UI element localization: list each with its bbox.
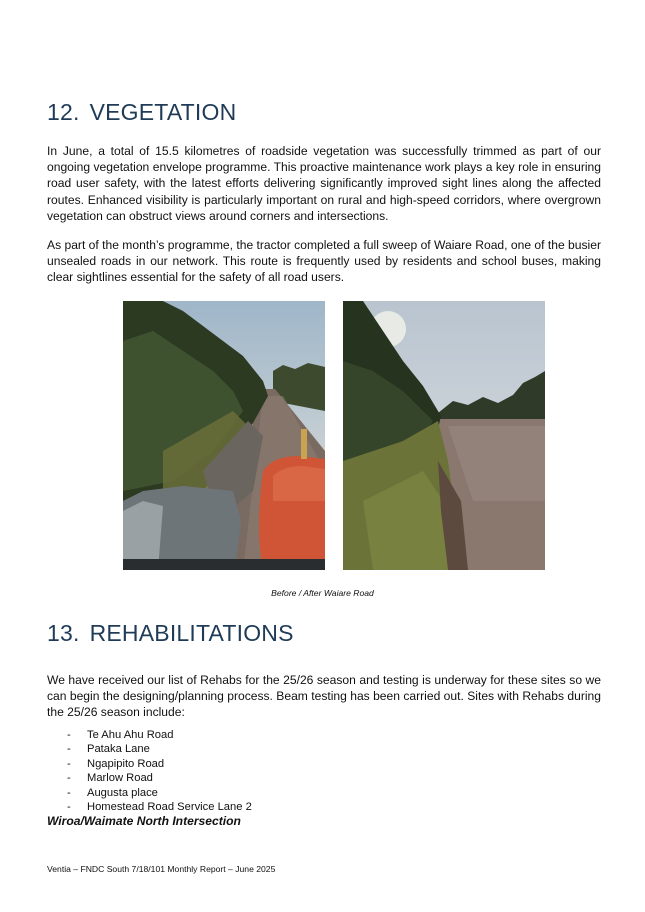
photo-caption: Before / After Waiare Road <box>271 588 374 598</box>
section-13-title: REHABILITATIONS <box>89 620 294 646</box>
list-item: - Marlow Road <box>67 771 252 785</box>
rehabilitations-paragraph: We have received our list of Rehabs for the 25/26 season and testing is underway for these sites so we can begin the designing/planning process. Beam testing has been carried out. Sites with Rehabs during the 25/26 season include: <box>47 673 601 720</box>
vegetation-paragraph-2: As part of the month’s programme, the tractor completed a full sweep of Waiare Road, one of the busier unsealed roads in our network. This route is frequently used by residents and school buses, making clear sightlines essential for the safety of all road users. <box>47 238 601 285</box>
list-item: - Augusta place <box>67 786 252 800</box>
bold-site-item: Wiroa/Waimate North Intersection <box>47 814 241 828</box>
before-photo <box>123 301 325 570</box>
after-photo <box>343 301 545 570</box>
section-13-number: 13. <box>47 620 80 646</box>
list-item: - Te Ahu Ahu Road <box>67 728 252 742</box>
list-item: - Pataka Lane <box>67 742 252 756</box>
rehab-site-list <box>67 728 252 814</box>
section-13-heading <box>47 620 294 647</box>
page-footer: Ventia – FNDC South 7/18/101 Monthly Report – June 2025 <box>47 864 276 874</box>
section-12-heading <box>47 99 236 126</box>
list-item: - Homestead Road Service Lane 2 <box>67 800 252 814</box>
list-item: - Ngapipito Road <box>67 757 252 771</box>
section-12-number: 12. <box>47 99 80 125</box>
section-12-title: VEGETATION <box>89 99 237 125</box>
vegetation-paragraph-1: In June, a total of 15.5 kilometres of roadside vegetation was successfully trimmed as part of our ongoing vegetation envelope programme. This proactive maintenance work plays a key role in ensuring road user safety, with the latest efforts delivering significantly improved sight lines along the affected routes. Enhanced visibility is particularly important on rural and high-speed corridors, where overgrown vegetation can obstruct views around corners and intersections. <box>47 144 601 223</box>
